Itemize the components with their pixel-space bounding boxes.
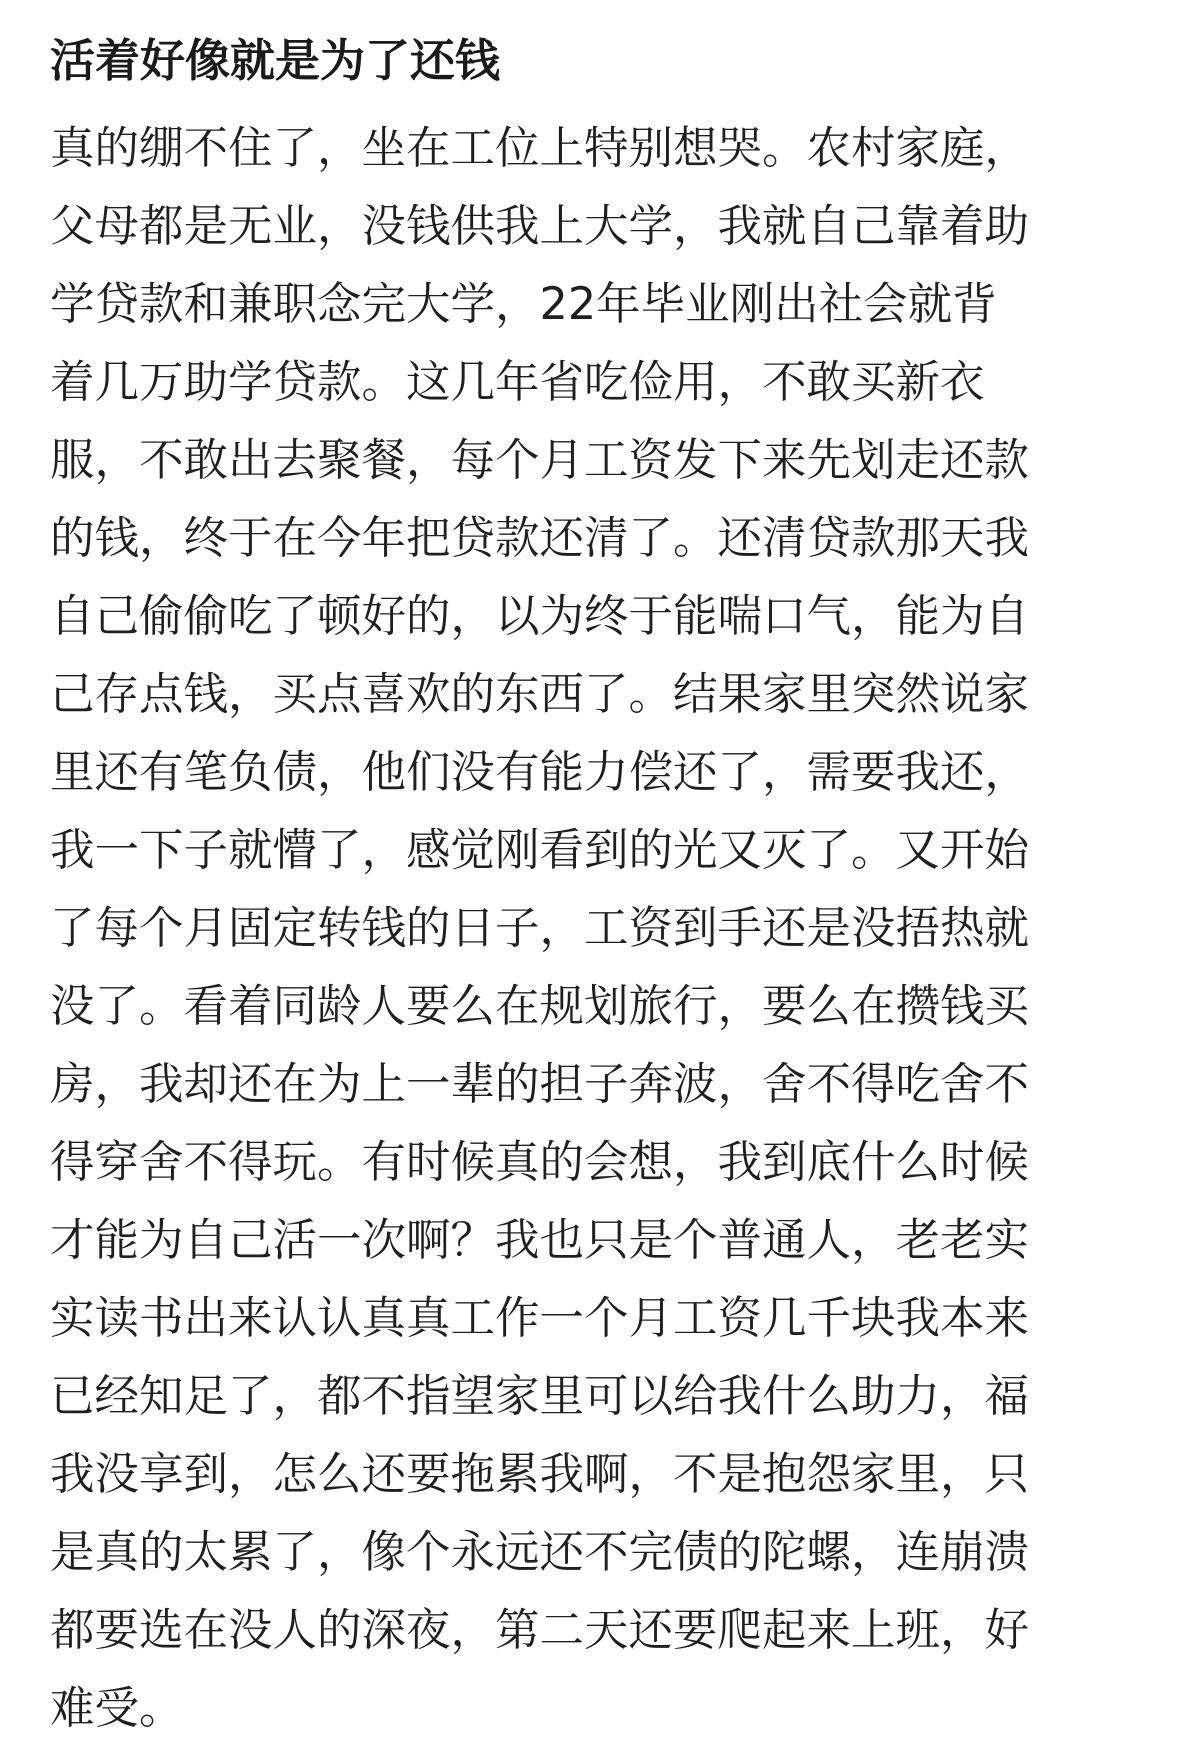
post-body-line: 已经知足了，都不指望家里可以给我什么助力，福 xyxy=(50,1371,1030,1422)
post-body-line: 了每个月固定转钱的日子，工资到手还是没捂热就 xyxy=(50,903,1030,954)
post-body-line: 才能为自己活一次啊？我也只是个普通人，老老实 xyxy=(50,1215,1030,1266)
post-body-line: 己存点钱，买点喜欢的东西了。结果家里突然说家 xyxy=(50,669,1030,720)
post-body-line: 实读书出来认认真真工作一个月工资几千块我本来 xyxy=(50,1293,1030,1344)
post-body-line: 我没享到，怎么还要拖累我啊，不是抱怨家里，只 xyxy=(50,1449,1030,1500)
post-body-line: 都要选在没人的深夜，第二天还要爬起来上班，好 xyxy=(50,1605,1030,1656)
post-body-line: 服，不敢出去聚餐，每个月工资发下来先划走还款 xyxy=(50,435,1030,486)
post-body-line: 房，我却还在为上一辈的担子奔波，舍不得吃舍不 xyxy=(50,1059,1030,1110)
post-body-line: 父母都是无业，没钱供我上大学，我就自己靠着助 xyxy=(50,201,1030,252)
post xyxy=(50,20,1140,1748)
post-body-line: 里还有笔负债，他们没有能力偿还了，需要我还， xyxy=(50,747,1030,798)
post-body-line: 我一下子就懵了，感觉刚看到的光又灭了。又开始 xyxy=(50,825,1030,876)
post-body-line: 是真的太累了，像个永远还不完债的陀螺，连崩溃 xyxy=(50,1527,1030,1578)
post-title: 活着好像就是为了还钱 xyxy=(50,34,501,87)
post-body-line: 难受。 xyxy=(50,1683,184,1734)
post-body-line: 着几万助学贷款。这几年省吃俭用，不敢买新衣 xyxy=(50,357,985,408)
post-body-line: 没了。看着同龄人要么在规划旅行，要么在攒钱买 xyxy=(50,981,1030,1032)
post-body-line: 的钱，终于在今年把贷款还清了。还清贷款那天我 xyxy=(50,513,1030,564)
post-body-line: 学贷款和兼职念完大学，22年毕业刚出社会就背 xyxy=(50,279,997,330)
post-body-line: 得穿舍不得玩。有时候真的会想，我到底什么时候 xyxy=(50,1137,1030,1188)
post-body-line: 自己偷偷吃了顿好的，以为终于能喘口气，能为自 xyxy=(50,591,1030,642)
post-body xyxy=(50,110,1140,1748)
post-body-line: 真的绷不住了，坐在工位上特别想哭。农村家庭， xyxy=(50,123,1030,174)
